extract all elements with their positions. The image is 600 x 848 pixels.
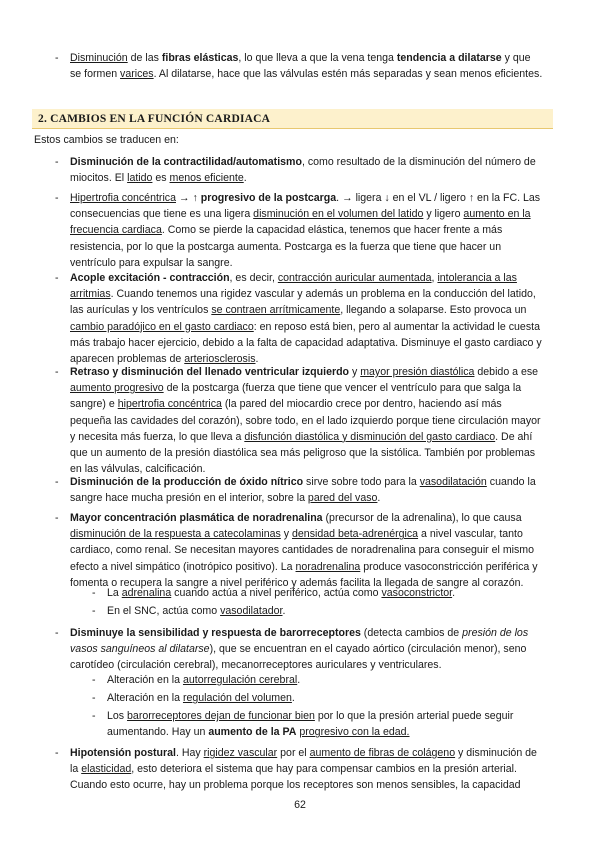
section-heading: 2. CAMBIOS EN LA FUNCIÓN CARDIACA (38, 113, 271, 125)
text-run: En el SNC, actúa como (107, 605, 221, 617)
underlined-text: noradrenalina (295, 560, 361, 573)
bullet-dash: - (55, 512, 59, 524)
text-run: (detecta cambios de (360, 627, 463, 639)
text-run: . (243, 172, 247, 185)
bold-text: Disminución de la contractilidad/automatismo (70, 156, 302, 168)
bullet-dash: - (92, 692, 96, 704)
bold-text: progresivo de la postcarga (200, 192, 337, 204)
underlined-text: disfunción diastólica y disminución del gasto cardiaco (244, 430, 496, 443)
list-item (55, 474, 544, 506)
list-item-text (70, 745, 544, 794)
underlined-text: arteriosclerosis (184, 353, 256, 366)
underlined-text: menos eficiente (169, 172, 244, 185)
text-run: de la postcarga (fuerza que tiene que vencer el ventrículo para que salga la sangre) e (70, 382, 522, 411)
underlined-text: disminución en el volumen del latido (253, 208, 424, 221)
underlined-text: contracción auricular aumentada (277, 272, 432, 284)
underlined-text: aumento progresivo (70, 382, 164, 395)
list-item (55, 154, 544, 186)
bold-text: Mayor concentración plasmática de noradrenalina (70, 512, 323, 524)
sub-list-item (92, 690, 544, 706)
text-run: , esto deteriora el sistema que hay para compensar cambios en la presión arterial. Cuando esto ocurre, hay un problema porque los receptores son menos sensibles, la capacidad (70, 763, 521, 792)
bold-text: fibras elásticas (161, 52, 239, 64)
text-run: (la pared del miocardio crece por dentro, haciendo así más pequeña las cavidades del corazón), sobre todo, en el lado izquierdo porque tiene circulación mayor y necesita más fuerza, lo que lleva a (70, 398, 541, 443)
text-run: , lo que lleva a que la vena tenga (238, 52, 397, 64)
text-run: sirve sobre todo para la (303, 476, 420, 488)
bullet-dash: - (92, 674, 96, 686)
list-item (55, 190, 544, 271)
list-item (55, 50, 544, 82)
text-run: y (280, 528, 293, 541)
underlined-text: aumento en la frecuencia cardiaca (70, 208, 531, 237)
list-item-text (70, 364, 544, 477)
text-run: por el (277, 747, 310, 759)
text-run: por lo que la presión arterial puede seguir aumentando. Hay un (107, 710, 514, 739)
text-run: ), que se encuentran en el cayado aórtico (circulación menor), seno carotídeo (circulación cerebral), mecanorreceptores auriculares y ventriculares. (70, 643, 527, 672)
bold-text: tendencia a dilatarse (396, 52, 502, 64)
sub-list-item-text (107, 672, 544, 688)
list-item (55, 745, 544, 794)
bullet-dash: - (55, 156, 59, 168)
bullet-dash: - (55, 627, 59, 639)
text-run: . (297, 674, 301, 686)
underlined-text: intolerancia a las arritmias (70, 272, 517, 301)
underlined-text: latido (127, 172, 153, 185)
list-item-text (70, 154, 544, 186)
sub-list-item (92, 585, 544, 601)
underlined-text: autorregulación cerebral (182, 674, 298, 686)
sub-list-item (92, 708, 544, 740)
bullet-dash: - (55, 476, 59, 488)
underlined-text: cambio paradójico en el gasto cardiaco (70, 320, 254, 333)
underlined-text: vasodilatación (419, 476, 487, 488)
text-run: y que se formen (70, 52, 531, 81)
text-run: . (452, 587, 456, 599)
text-run: , llegando a solaparse. Esto provoca un (340, 304, 527, 317)
underlined-text: elasticidad (81, 763, 132, 776)
bold-text: Acople excitación - contracción (70, 272, 230, 284)
page-number: 62 (294, 799, 306, 811)
list-item-text (70, 270, 544, 367)
bullet-dash: - (55, 192, 59, 204)
text-run: produce vasoconstricción periférica y fomenta o recupera la sangre a nivel periférico y además facilita la llegada de sangre al corazón. (70, 560, 538, 589)
underlined-text: adrenalina (121, 587, 172, 599)
text-run: . (377, 492, 381, 505)
list-item-text (70, 50, 544, 82)
bold-text: Retraso y disminución del llenado ventricular izquierdo (70, 366, 350, 378)
bullet-dash: - (55, 366, 59, 378)
text-run: . Cuando tenemos una rigidez vascular y además un problema en la conducción del latido, las aurículas y los ventrículos (70, 288, 536, 317)
sub-list-item (92, 672, 544, 688)
text-run: . Al dilatarse, hace que las válvulas estén más separadas y sean menos eficientes. (153, 68, 543, 81)
text-run: Alteración en la (107, 692, 183, 704)
underlined-text: barorreceptores dejan de funcionar bien (127, 710, 315, 722)
text-run: . Como se pierde la capacidad elástica, tenemos que hacer frente a más resistencia, por lo que la postcarga aumenta. Postcarga es la fuerza que tiene que hacer un ventrículo para expulsar la sangre. (70, 224, 503, 269)
underlined-text: progresivo con la edad. (299, 726, 410, 739)
text-run: y (349, 366, 361, 378)
text-run: Los (107, 710, 128, 722)
underlined-text: vasodilatador (220, 605, 283, 617)
bold-text: Hipotensión postural (70, 747, 176, 759)
text-run: : en reposo está bien, pero al aumentar la actividad le cuesta más trabajo hacer ejercicio, debido a la falta de capacidad adaptativa. Disminuye el gasto cardiaco y aparecen problemas de (70, 320, 542, 366)
underlined-text: se contraen arrítmicamente (211, 304, 341, 317)
text-run: . (291, 692, 295, 704)
text-run: , (431, 272, 438, 284)
text-run: (precursor de la adrenalina), lo que causa (322, 512, 522, 524)
underlined-text: pared del vaso (307, 492, 378, 505)
text-run: y disminución de la (70, 747, 537, 776)
underlined-text: varices (120, 68, 154, 81)
list-item (55, 270, 544, 367)
underlined-text: Disminución (70, 52, 128, 64)
sub-list-item-text (107, 603, 544, 619)
list-item-text (70, 474, 544, 506)
text-run: . De ahí que un aumento de la presión diastólica sea más peligroso que la sistólica. También por problemas en las válvulas, calcificación. (70, 430, 536, 476)
underlined-text: vasoconstrictor (381, 587, 453, 599)
text-run: → ↑ (175, 192, 201, 204)
text-run: es (152, 172, 170, 185)
list-item (55, 364, 544, 477)
sub-list-item-text (107, 690, 544, 706)
sub-list-item-text (107, 585, 544, 601)
bullet-dash: - (92, 605, 96, 617)
text-run: cuando actúa a nivel periférico, actúa como (171, 587, 382, 599)
bold-text: Disminución de la producción de óxido nítrico (70, 476, 304, 488)
underlined-text: rigidez vascular (203, 747, 278, 759)
sub-list-item-text (107, 708, 544, 740)
underlined-text: disminución de la respuesta a catecolaminas (70, 528, 281, 541)
text-run: . → ligera ↓ en el VL / ligero ↑ en la FC. Las consecuencias que tiene es una ligera (70, 192, 541, 221)
text-run: , es decir, (229, 272, 278, 284)
bullet-dash: - (55, 52, 59, 64)
text-run: . (282, 605, 286, 617)
text-run: . Hay (175, 747, 204, 759)
bold-text: aumento de la PA (208, 726, 297, 739)
bullet-dash: - (92, 587, 96, 599)
underlined-text: regulación del volumen (182, 692, 292, 704)
underlined-text: mayor presión diastólica (360, 366, 475, 378)
list-item-text (70, 510, 544, 591)
text-run: cuando la sangre hace mucha presión en el interior, sobre la (70, 476, 536, 505)
underlined-text: hipertrofia concéntrica (117, 398, 222, 411)
bullet-dash: - (55, 747, 59, 759)
text-run: y ligero (423, 208, 464, 221)
list-item (55, 625, 544, 674)
list-item-text (70, 625, 544, 674)
bullet-dash: - (55, 272, 59, 284)
underlined-text: aumento de fibras de colágeno (309, 747, 456, 759)
list-item-text (70, 190, 544, 271)
bullet-dash: - (92, 710, 96, 722)
underlined-text: densidad beta-adrenérgica (292, 528, 419, 541)
section-heading-bar (32, 109, 553, 129)
text-run: debido a ese (474, 366, 539, 378)
sub-list-item (92, 603, 544, 619)
text-run: de las (127, 52, 162, 64)
italic-text: presión de los vasos sanguíneos al dilatarse (70, 627, 529, 656)
intro-text: Estos cambios se traducen en: (34, 134, 179, 146)
list-item (55, 510, 544, 591)
text-run: . (255, 353, 259, 366)
underlined-text: Hipertrofia concéntrica (70, 192, 176, 204)
text-run: La (107, 587, 122, 599)
text-run: Alteración en la (107, 674, 183, 686)
text-run: , como resultado de la disminución del número de miocitos. El (70, 156, 536, 185)
bold-text: Disminuye la sensibilidad y respuesta de barorreceptores (70, 627, 361, 639)
text-run: a nivel vascular, tanto cardiaco, como renal. Se necesitan mayores cantidades de noradrenalina para conseguir el mismo efecto a nivel simpático (inotrópico positivo). La (70, 528, 535, 573)
